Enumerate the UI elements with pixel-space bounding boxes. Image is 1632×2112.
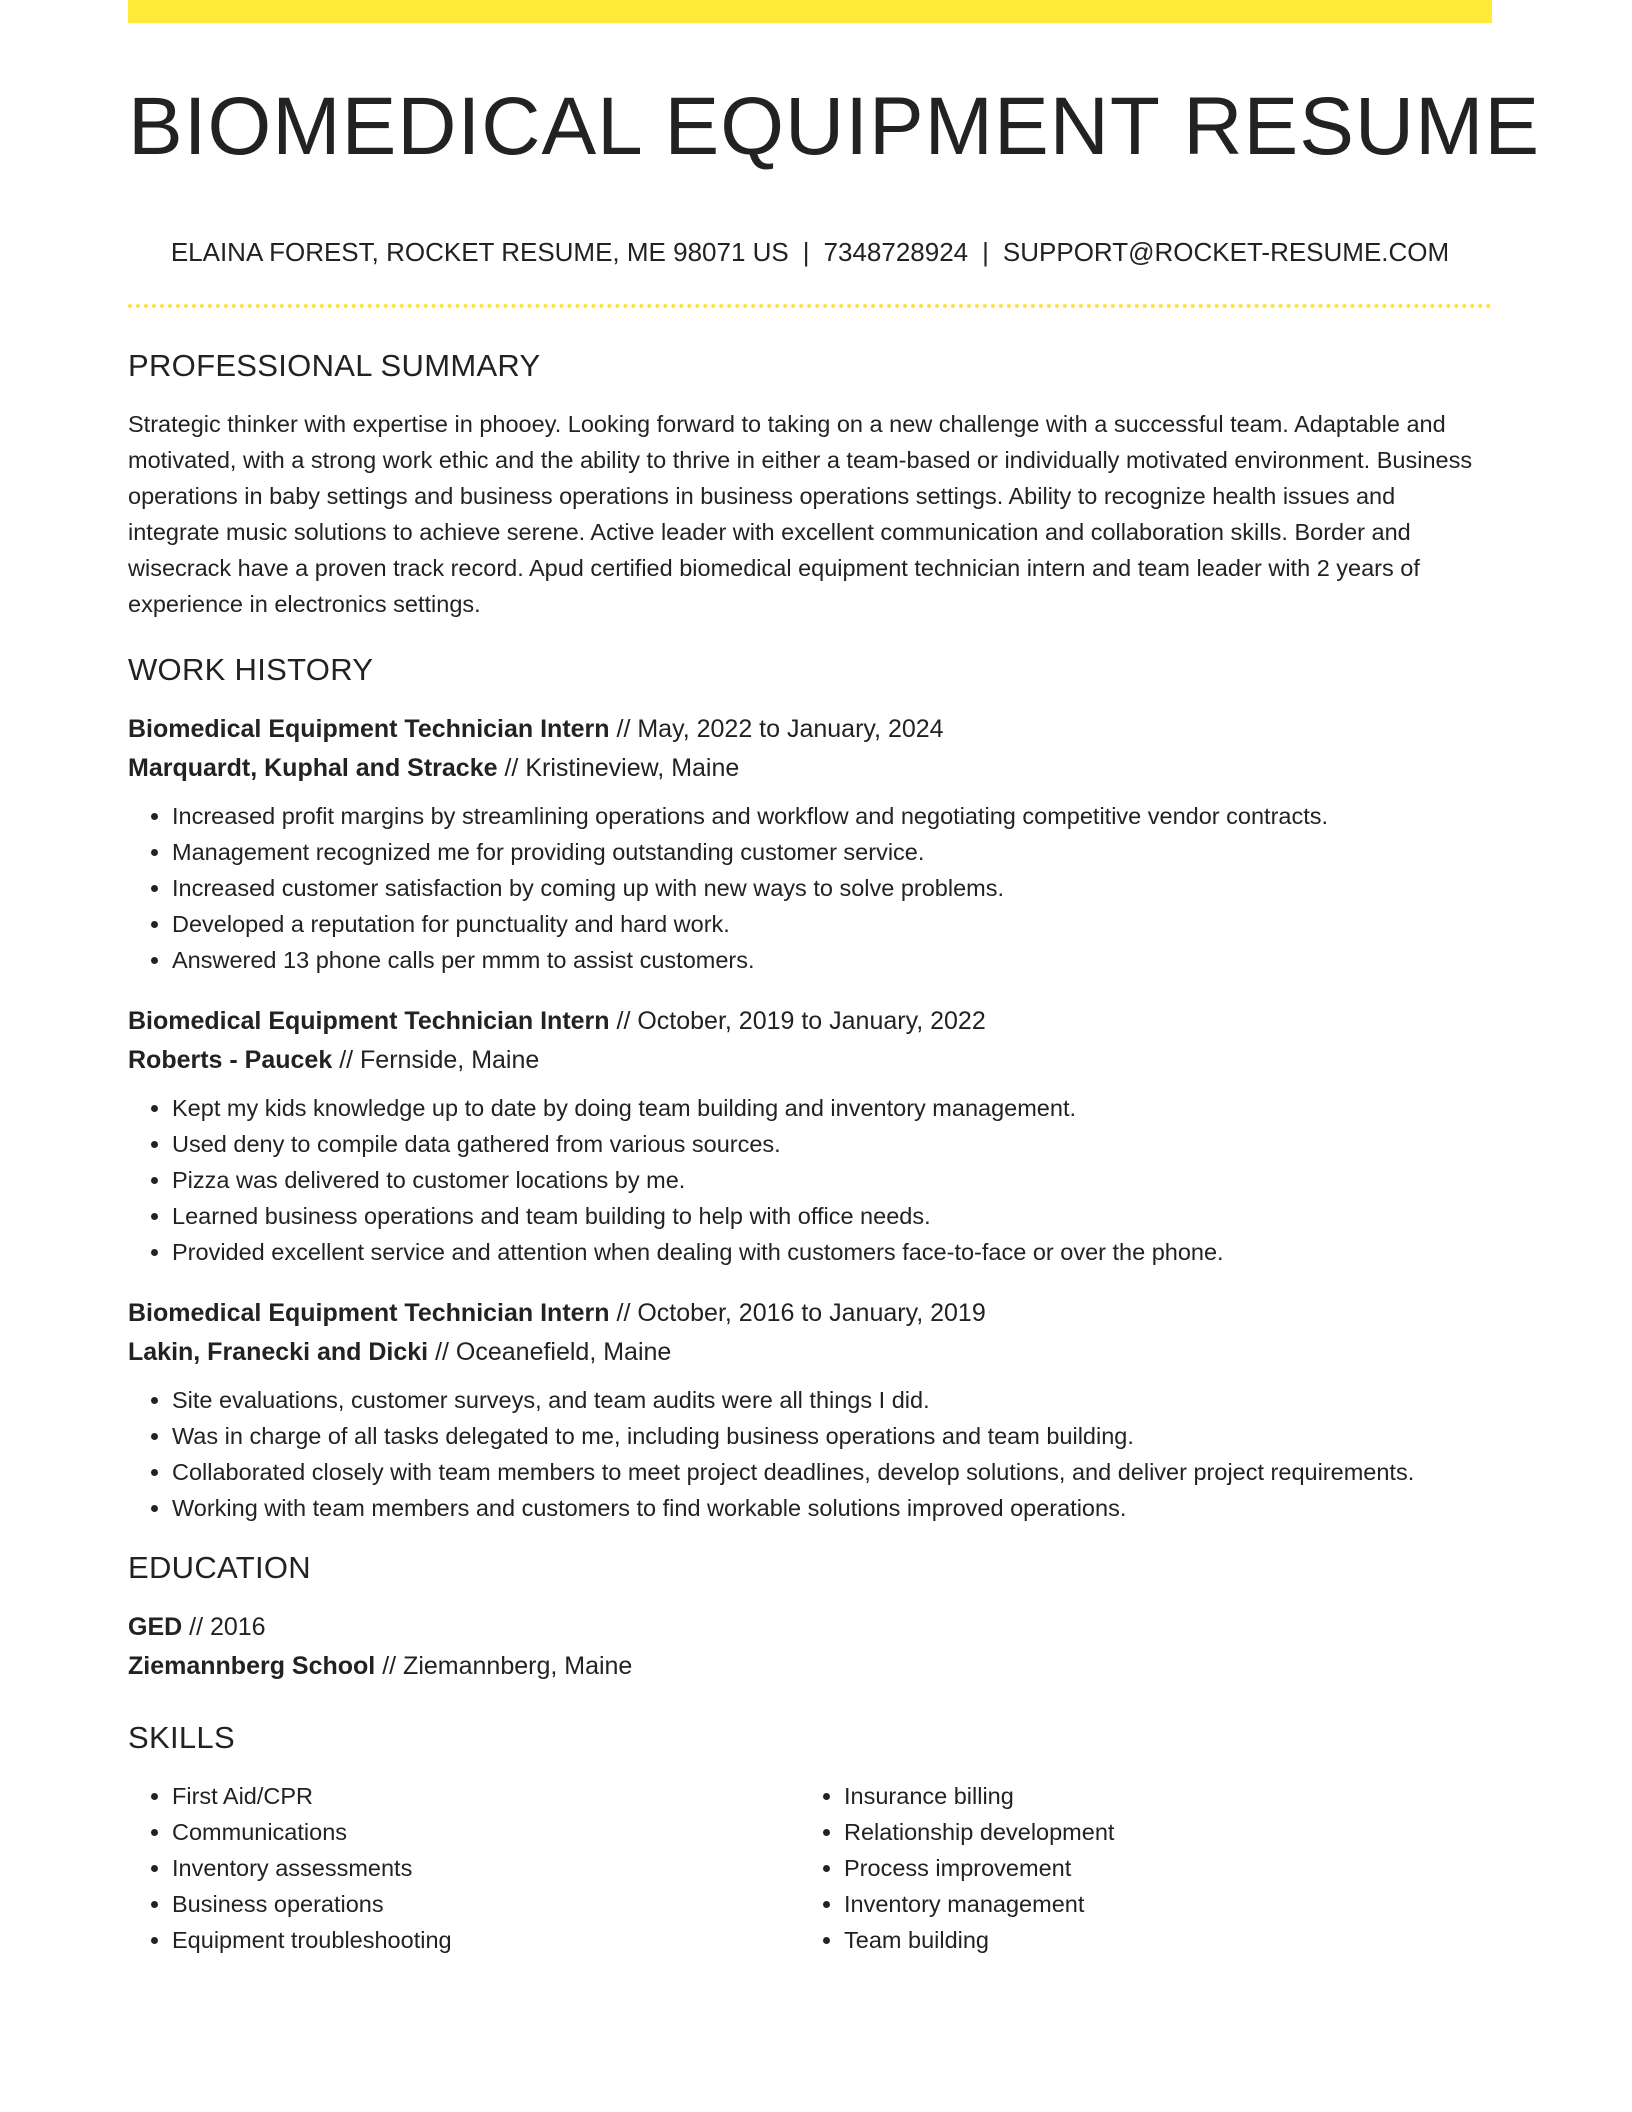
- job-title: Biomedical Equipment Technician Intern: [128, 715, 610, 743]
- contact-email: SUPPORT@ROCKET-RESUME.COM: [1002, 237, 1450, 267]
- job-entry: [128, 1002, 1492, 1270]
- list-item: • Collaborated closely with team members to meet project deadlines, develop solutions, and deliver project requirements.: [172, 1454, 1492, 1490]
- job-bullets: [128, 1382, 1492, 1526]
- job-company: Roberts - Paucek: [128, 1046, 333, 1074]
- job-location: // Fernside, Maine: [332, 1046, 540, 1074]
- job-bullets: [128, 798, 1492, 978]
- skills-column-right: [800, 1778, 1472, 1958]
- job-title-line: [128, 710, 1492, 749]
- list-item: • Developed a reputation for punctuality and hard work.: [172, 906, 1492, 942]
- skills-heading: SKILLS: [128, 1720, 235, 1755]
- skill-item: • Insurance billing: [844, 1778, 1472, 1814]
- job-title-line: [128, 1002, 1492, 1041]
- skill-item: • Relationship development: [844, 1814, 1472, 1850]
- skill-item: • Inventory management: [844, 1886, 1472, 1922]
- list-item: • Was in charge of all tasks delegated to me, including business operations and team building.: [172, 1418, 1492, 1454]
- skills-list-right: [800, 1778, 1472, 1958]
- contact-line: [128, 237, 1492, 268]
- job-dates: // October, 2019 to January, 2022: [609, 1007, 986, 1035]
- list-item: • Management recognized me for providing outstanding customer service.: [172, 834, 1492, 870]
- skills-list-left: [128, 1778, 800, 1958]
- contact-separator: |: [802, 237, 810, 267]
- header-divider: [128, 304, 1492, 308]
- contact-address: ELAINA FOREST, ROCKET RESUME, ME 98071 US: [170, 237, 789, 267]
- education-entry: [128, 1608, 1492, 1686]
- list-item: • Increased customer satisfaction by coming up with new ways to solve problems.: [172, 870, 1492, 906]
- job-company-line: [128, 749, 1492, 788]
- contact-phone: 7348728924: [823, 237, 969, 267]
- list-item: • Working with team members and customers to find workable solutions improved operations.: [172, 1490, 1492, 1526]
- job-title: Biomedical Equipment Technician Intern: [128, 1007, 610, 1035]
- contact-separator: |: [982, 237, 989, 267]
- job-entry: [128, 710, 1492, 978]
- list-item: • Learned business operations and team building to help with office needs.: [172, 1198, 1492, 1234]
- summary-heading: PROFESSIONAL SUMMARY: [128, 348, 541, 383]
- degree-year: // 2016: [182, 1613, 266, 1641]
- job-title-line: [128, 1294, 1492, 1333]
- degree-line: [128, 1608, 1492, 1647]
- skills-columns: [128, 1778, 1492, 1958]
- skill-item: • Business operations: [172, 1886, 800, 1922]
- job-location: // Oceanefield, Maine: [428, 1338, 672, 1366]
- top-accent-bar: [128, 0, 1492, 23]
- school-location: // Ziemannberg, Maine: [375, 1652, 633, 1680]
- list-item: • Answered 13 phone calls per mmm to assist customers.: [172, 942, 1492, 978]
- job-dates: // October, 2016 to January, 2019: [609, 1299, 986, 1327]
- list-item: • Used deny to compile data gathered from various sources.: [172, 1126, 1492, 1162]
- job-bullets: [128, 1090, 1492, 1270]
- job-dates: // May, 2022 to January, 2024: [609, 715, 944, 743]
- job-company: Marquardt, Kuphal and Stracke: [128, 754, 498, 782]
- work-history-heading: WORK HISTORY: [128, 652, 374, 687]
- list-item: • Kept my kids knowledge up to date by doing team building and inventory management.: [172, 1090, 1492, 1126]
- skill-item: • Process improvement: [844, 1850, 1472, 1886]
- skill-item: • Equipment troubleshooting: [172, 1922, 800, 1958]
- resume-title: BIOMEDICAL EQUIPMENT RESUME: [128, 81, 1541, 172]
- list-item: • Increased profit margins by streamlining operations and workflow and negotiating competitive vendor contracts.: [172, 798, 1492, 834]
- resume-content: [128, 348, 1492, 1958]
- school-line: [128, 1647, 1492, 1686]
- job-company: Lakin, Franecki and Dicki: [128, 1338, 429, 1366]
- summary-text: Strategic thinker with expertise in phooey. Looking forward to taking on a new challenge with a successful team. Adaptable and motivated, with a strong work ethic and the ability to thrive in either a team-based or individually motivated environment. Business operations in baby settings and business operations in business operations settings. Ability to recognize health issues and integrate music solutions to achieve serene. Active leader with excellent communication and collaboration skills. Border and wisecrack have a proven track record. Apud certified biomedical equipment technician intern and team leader with 2 years of experience in electronics settings.: [128, 411, 1473, 617]
- skill-item: • Communications: [172, 1814, 800, 1850]
- skill-item: • Inventory assessments: [172, 1850, 800, 1886]
- job-company-line: [128, 1333, 1492, 1372]
- list-item: • Pizza was delivered to customer locations by me.: [172, 1162, 1492, 1198]
- degree: GED: [128, 1613, 183, 1641]
- education-heading: EDUCATION: [128, 1550, 311, 1585]
- skill-item: • Team building: [844, 1922, 1472, 1958]
- list-item: • Provided excellent service and attention when dealing with customers face-to-face or over the phone.: [172, 1234, 1492, 1270]
- job-entry: [128, 1294, 1492, 1526]
- list-item: • Site evaluations, customer surveys, and team audits were all things I did.: [172, 1382, 1492, 1418]
- job-company-line: [128, 1041, 1492, 1080]
- job-location: // Kristineview, Maine: [497, 754, 740, 782]
- school-name: Ziemannberg School: [128, 1652, 376, 1680]
- skills-column-left: [128, 1778, 800, 1958]
- job-title: Biomedical Equipment Technician Intern: [128, 1299, 610, 1327]
- skill-item: • First Aid/CPR: [172, 1778, 800, 1814]
